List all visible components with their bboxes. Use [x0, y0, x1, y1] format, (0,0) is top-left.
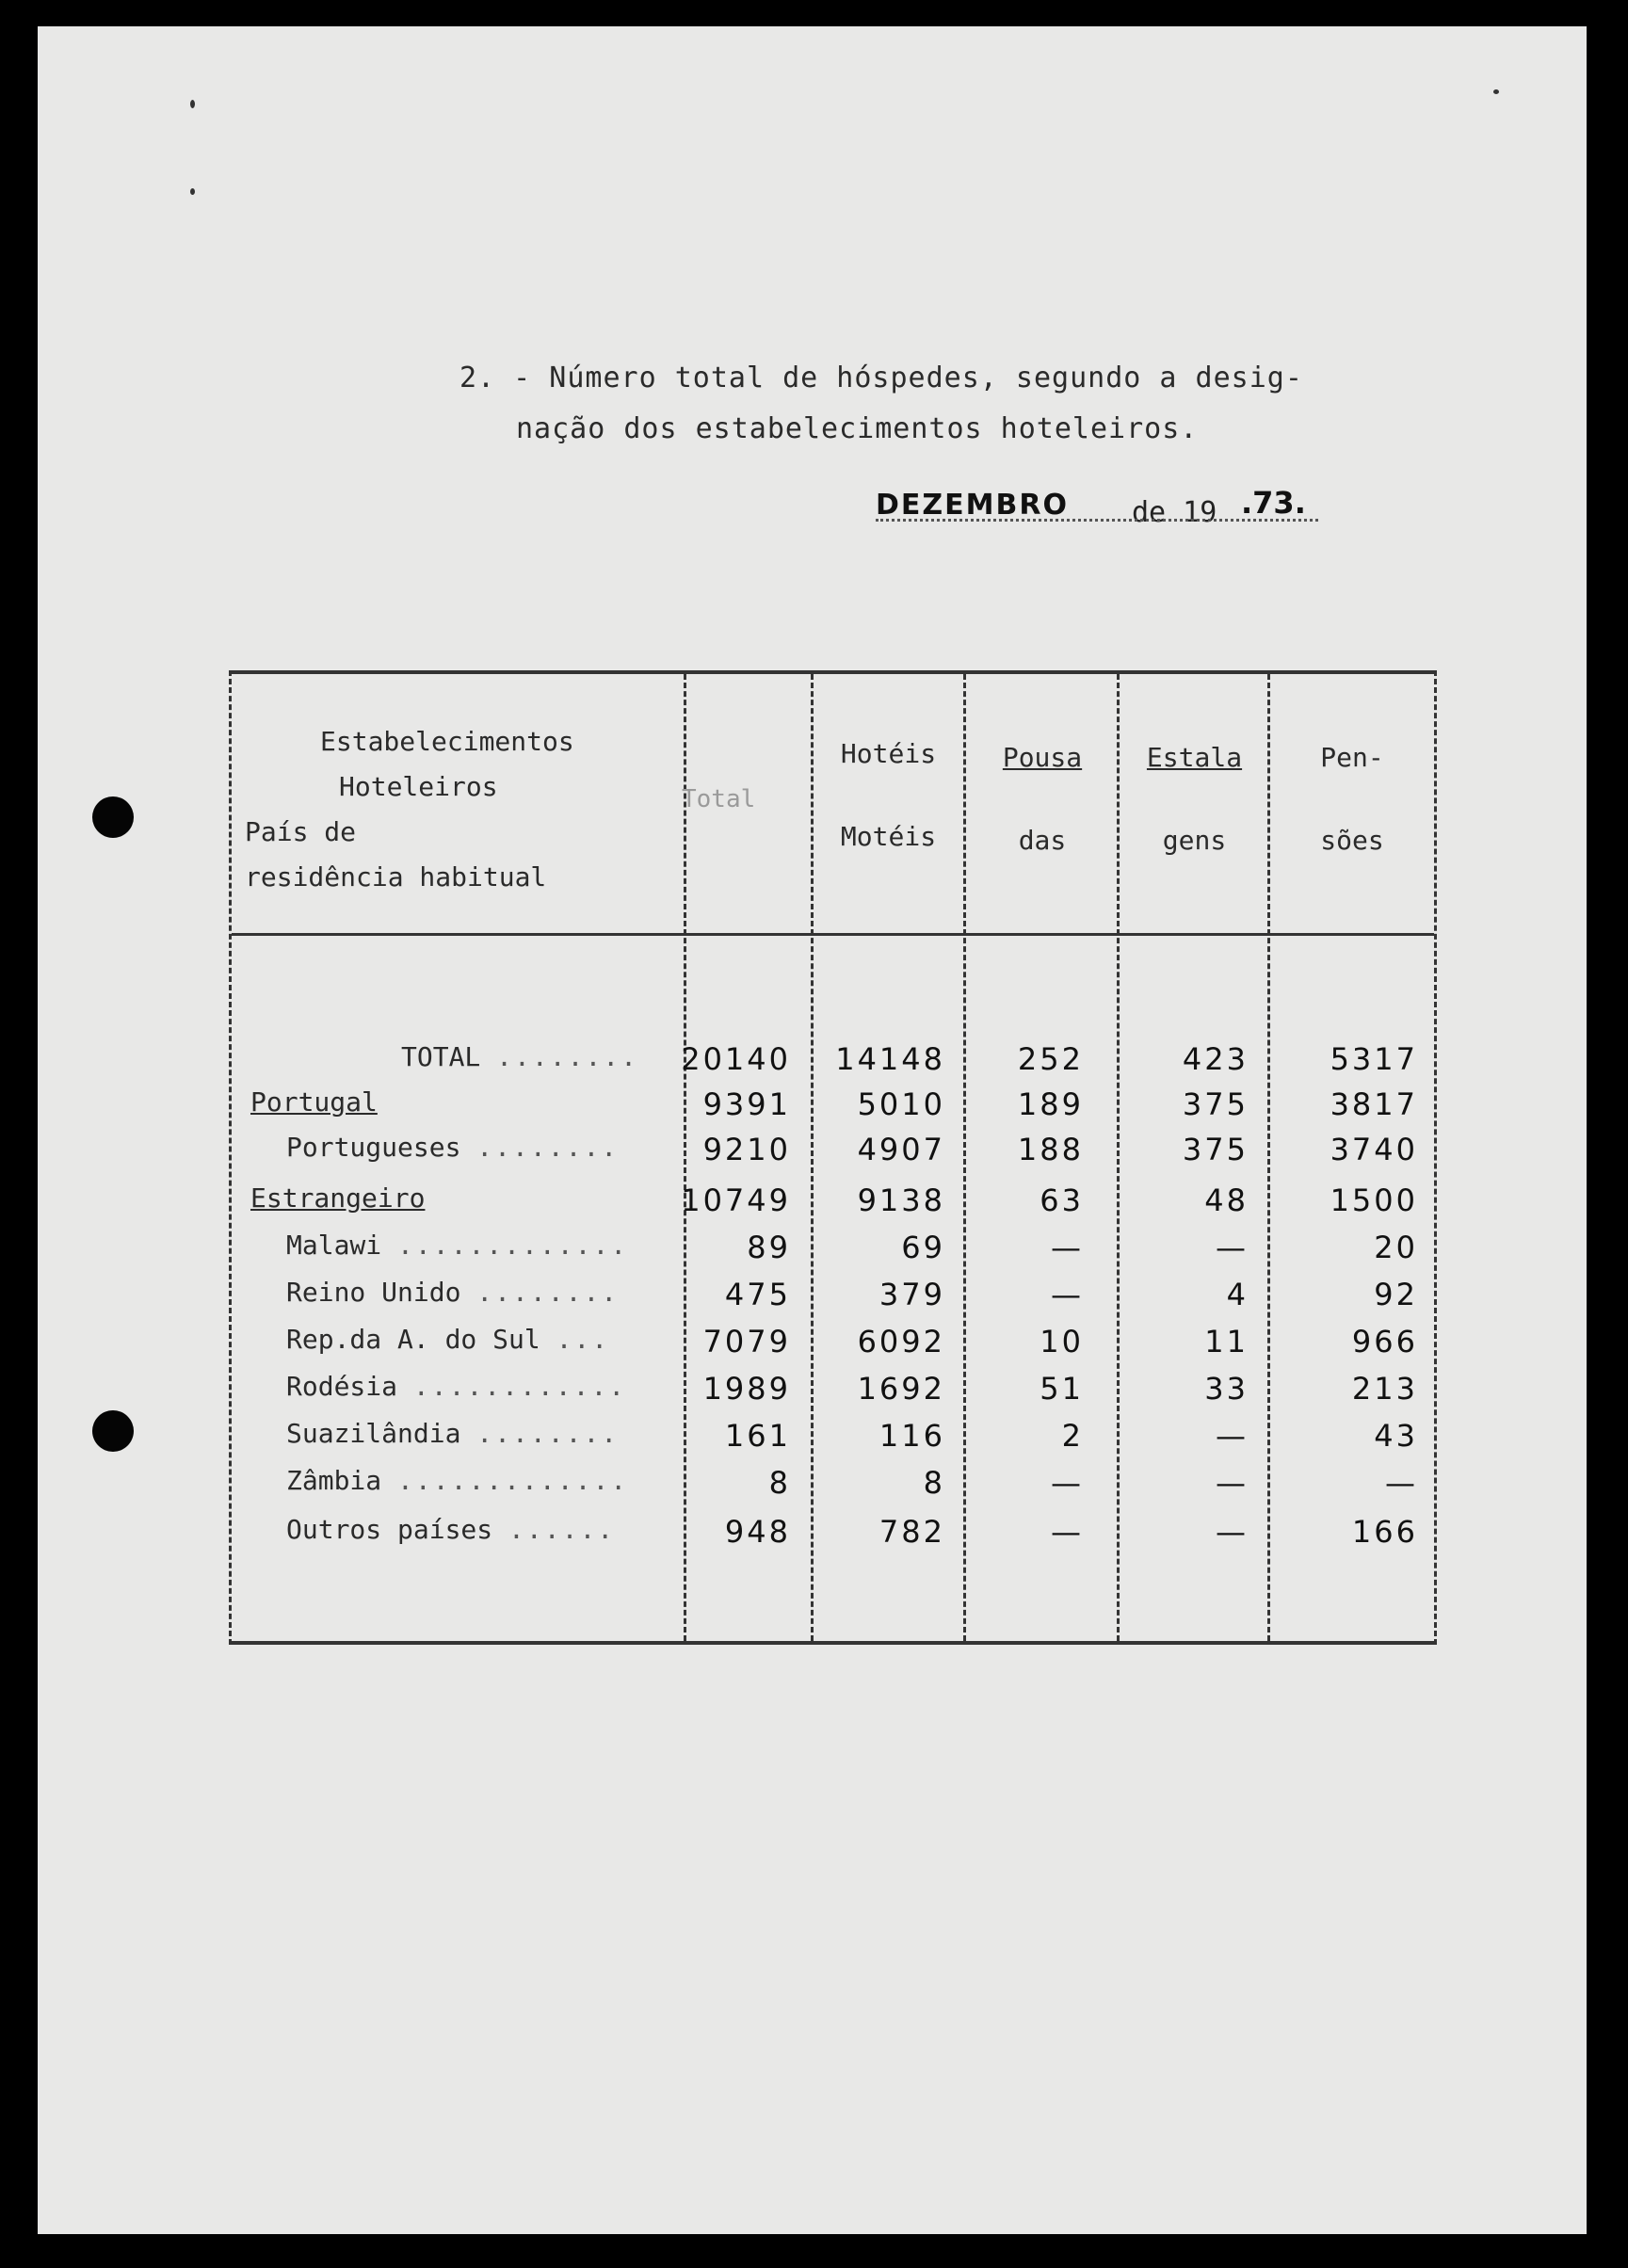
row-leader: ......: [508, 1514, 616, 1545]
cell-pensoes: 166: [1351, 1514, 1418, 1550]
header-pensoes-line-1: Pen-: [1320, 742, 1384, 773]
title-line-2: nação dos estabelecimentos hoteleiros.: [516, 412, 1199, 445]
cell-hoteis: 116: [878, 1418, 945, 1454]
table-row-portugal: [232, 1086, 1434, 1132]
row-leader: .............: [397, 1465, 629, 1496]
cell-estalagens: 375: [1182, 1132, 1249, 1167]
stub-header-line-3: País de: [245, 816, 357, 847]
cell-pensoes: —: [1385, 1465, 1418, 1501]
cell-pousadas: 2: [1061, 1418, 1084, 1454]
cell-total: 9391: [702, 1086, 791, 1122]
cell-estalagens: —: [1216, 1418, 1249, 1454]
cell-pensoes: 5317: [1330, 1041, 1418, 1077]
table-row-total: [232, 1041, 1434, 1086]
table-row-rodesia: [232, 1371, 1434, 1416]
cell-pensoes: 1500: [1330, 1182, 1418, 1218]
cell-pousadas: 63: [1040, 1182, 1084, 1218]
cell-pensoes: 43: [1374, 1418, 1418, 1454]
header-pousadas: [968, 742, 1117, 857]
row-leader: ........: [476, 1132, 620, 1163]
row-label: [286, 1230, 628, 1261]
row-label: [286, 1371, 626, 1402]
row-label: [286, 1277, 619, 1308]
header-hoteis-line-2: Motéis: [840, 821, 937, 852]
row-label-text: Rep.da A. do Sul: [286, 1324, 540, 1355]
row-leader: ...: [556, 1324, 610, 1355]
paper-speck: [190, 100, 195, 108]
cell-hoteis: 5010: [857, 1086, 945, 1122]
cell-estalagens: 423: [1182, 1041, 1249, 1077]
cell-pousadas: —: [1051, 1277, 1084, 1312]
table-row-reino-unido: [232, 1277, 1434, 1322]
header-pensoes: [1272, 742, 1432, 857]
table-row-outros-paises: [232, 1514, 1434, 1559]
cell-pensoes: 92: [1374, 1277, 1418, 1312]
cell-pousadas: 252: [1017, 1041, 1084, 1077]
cell-pousadas: —: [1051, 1465, 1084, 1501]
cell-hoteis: 14148: [835, 1041, 945, 1077]
header-pousadas-line-2: das: [1018, 825, 1067, 856]
cell-hoteis: 9138: [857, 1182, 945, 1218]
header-hoteis: [815, 738, 961, 853]
cell-hoteis: 1692: [857, 1371, 945, 1407]
header-pensoes-line-2: sões: [1320, 825, 1384, 856]
cell-total: 7079: [702, 1324, 791, 1359]
row-label: [286, 1465, 628, 1496]
row-label: [286, 1132, 619, 1163]
cell-total: 89: [747, 1230, 791, 1265]
cell-estalagens: —: [1216, 1514, 1249, 1550]
cell-hoteis: 8: [923, 1465, 945, 1501]
cell-estalagens: 11: [1204, 1324, 1249, 1359]
handwritten-year: .73.: [1241, 485, 1306, 521]
header-pousadas-line-1: Pousa: [1002, 742, 1083, 773]
cell-total: 20140: [681, 1041, 791, 1077]
table-row-zambia: [232, 1465, 1434, 1510]
row-label-text: TOTAL: [401, 1041, 481, 1072]
stub-header-line-2: Hoteleiros: [339, 771, 498, 802]
cell-hoteis: 782: [878, 1514, 945, 1550]
cell-estalagens: 375: [1182, 1086, 1249, 1122]
row-label-text: Portugueses: [286, 1132, 461, 1163]
date-prefix: de 19: [1132, 496, 1217, 529]
cell-estalagens: 33: [1204, 1371, 1249, 1407]
date-dotted-line: [876, 519, 1318, 522]
cell-total: 1989: [702, 1371, 791, 1407]
header-estalagens-line-1: Estala: [1146, 742, 1243, 773]
row-label-text: Rodésia: [286, 1371, 398, 1402]
header-divider: [232, 933, 1434, 936]
cell-pousadas: 51: [1040, 1371, 1084, 1407]
row-leader: ............: [412, 1371, 627, 1402]
table-row-rep-africa-sul: [232, 1324, 1434, 1369]
row-label-text: Zâmbia: [286, 1465, 382, 1496]
data-table: [229, 670, 1437, 1645]
cell-total: 948: [724, 1514, 791, 1550]
table-row-suazilandia: [232, 1418, 1434, 1463]
row-label: Estrangeiro: [250, 1182, 426, 1214]
cell-total: 475: [724, 1277, 791, 1312]
cell-estalagens: 4: [1226, 1277, 1249, 1312]
header-estalagens-line-2: gens: [1162, 825, 1227, 856]
row-label-text: Reino Unido: [286, 1277, 461, 1308]
paper-speck: [1493, 89, 1499, 94]
stub-header: [245, 719, 574, 900]
row-label-text: Malawi: [286, 1230, 382, 1261]
cell-hoteis: 6092: [857, 1324, 945, 1359]
cell-total: 9210: [702, 1132, 791, 1167]
cell-hoteis: 379: [878, 1277, 945, 1312]
cell-total: 8: [768, 1465, 791, 1501]
punch-hole: [92, 1410, 134, 1452]
stub-header-line-1: Estabelecimentos: [320, 726, 574, 757]
table-row-estrangeiro: [232, 1182, 1434, 1228]
cell-pensoes: 966: [1351, 1324, 1418, 1359]
row-leader: ........: [496, 1041, 639, 1072]
row-leader: ........: [476, 1277, 620, 1308]
cell-hoteis: 4907: [857, 1132, 945, 1167]
table-row-malawi: [232, 1230, 1434, 1275]
cell-pensoes: 3817: [1330, 1086, 1418, 1122]
cell-hoteis: 69: [901, 1230, 945, 1265]
row-leader: .............: [397, 1230, 629, 1261]
cell-estalagens: —: [1216, 1230, 1249, 1265]
cell-pensoes: 213: [1351, 1371, 1418, 1407]
stub-header-line-4: residência habitual: [245, 861, 547, 893]
header-total: Total: [682, 785, 756, 813]
document-title: [459, 353, 1363, 455]
row-leader: ........: [476, 1418, 620, 1449]
header-hoteis-line-1: Hotéis: [840, 738, 937, 769]
row-label: Portugal: [250, 1086, 378, 1118]
cell-pousadas: —: [1051, 1514, 1084, 1550]
header-estalagens: [1121, 742, 1267, 857]
cell-total: 161: [724, 1418, 791, 1454]
date-line: [876, 485, 1365, 541]
cell-pensoes: 20: [1374, 1230, 1418, 1265]
table-row-portugueses: [232, 1132, 1434, 1177]
punch-hole: [92, 796, 134, 838]
cell-pousadas: 189: [1017, 1086, 1084, 1122]
row-label: [286, 1418, 619, 1449]
row-label-text: Outros países: [286, 1514, 493, 1545]
cell-total: 10749: [681, 1182, 791, 1218]
cell-pousadas: —: [1051, 1230, 1084, 1265]
cell-estalagens: —: [1216, 1465, 1249, 1501]
title-line-1: 2. - Número total de hóspedes, segundo a desig-: [459, 362, 1303, 394]
row-label: [286, 1324, 609, 1355]
cell-pensoes: 3740: [1330, 1132, 1418, 1167]
cell-estalagens: 48: [1204, 1182, 1249, 1218]
handwritten-month: DEZEMBRO: [876, 489, 1069, 522]
row-label: [401, 1041, 638, 1072]
paper-speck: [190, 188, 195, 195]
cell-pousadas: 10: [1040, 1324, 1084, 1359]
row-label-text: Suazilândia: [286, 1418, 461, 1449]
cell-pousadas: 188: [1017, 1132, 1084, 1167]
row-label: [286, 1514, 615, 1545]
